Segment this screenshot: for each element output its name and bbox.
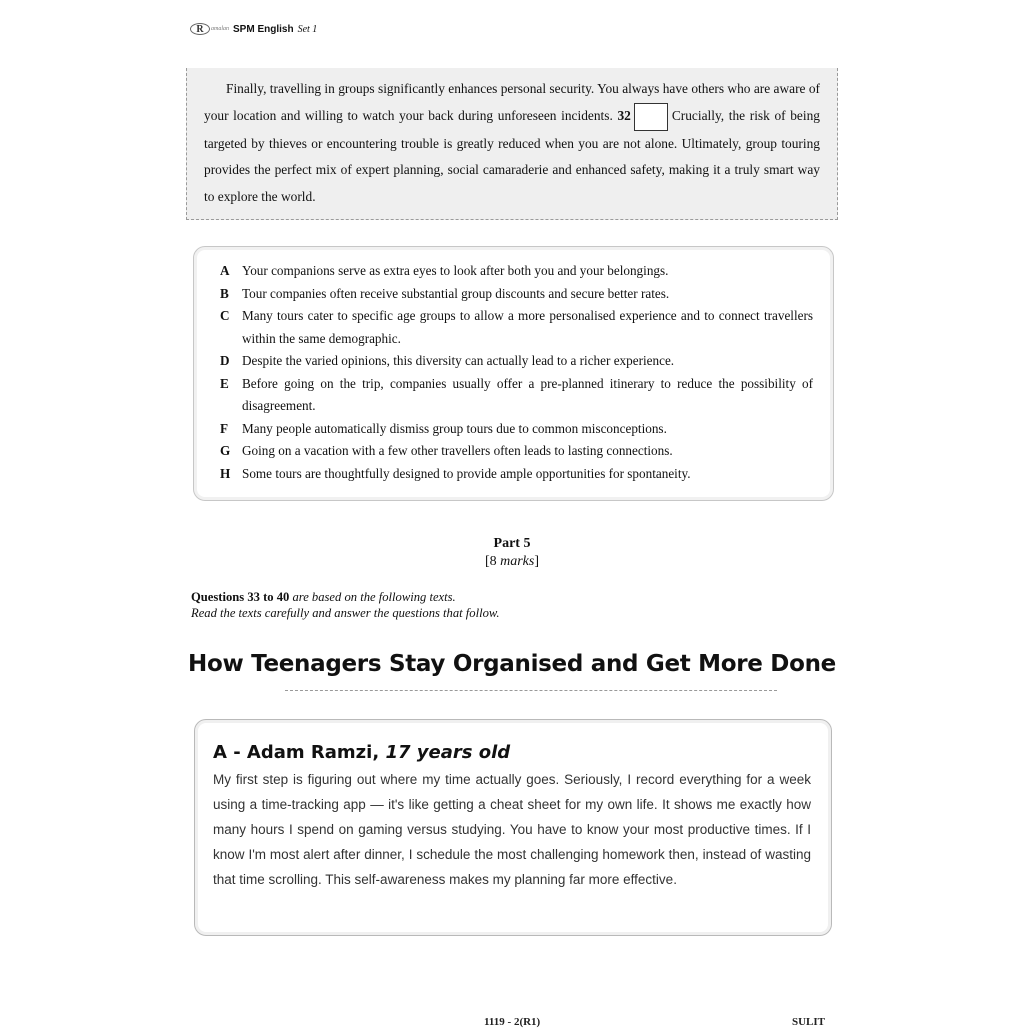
option-letter: A	[220, 263, 230, 278]
option-letter: D	[220, 353, 230, 368]
marks-close-bracket: ]	[534, 554, 540, 569]
option-text: Many tours cater to specific age groups to allow a more personalised experience and to connect travellers within the same demographic.	[242, 308, 813, 346]
marks-word: marks	[496, 554, 535, 569]
option-letter: B	[220, 285, 229, 301]
option-f	[220, 418, 813, 441]
questions-range: Questions 33 to 40	[191, 590, 290, 604]
question-number: 32	[617, 107, 631, 123]
instruction-rest: are based on the following texts.	[289, 590, 456, 604]
part-title: Part 5	[493, 536, 531, 551]
option-a	[220, 260, 813, 283]
instruction-line-2: Read the texts carefully and answer the questions that follow.	[191, 606, 500, 620]
option-g	[220, 440, 813, 463]
option-c	[220, 305, 813, 350]
option-letter: E	[220, 375, 229, 391]
option-text: Despite the varied opinions, this diversity can actually lead to a richer experience.	[242, 353, 675, 368]
option-e	[220, 373, 813, 418]
footer-label: SULIT	[792, 1016, 826, 1028]
option-d	[220, 350, 813, 373]
option-h	[220, 463, 813, 486]
text-card-a	[194, 719, 832, 936]
option-letter: H	[220, 465, 231, 481]
section-title: How Teenagers Stay Organised and Get More Done	[188, 651, 836, 677]
passage-text-after: Crucially, the risk of being targeted by thieves or encountering trouble is greatly reduced when you are not alone. Ultimately, group touring provides the perfect mix of expert planning, social camaraderie and enhanced safety, making it a truly smart way to explore the world.	[204, 107, 820, 204]
options-box	[193, 246, 834, 501]
option-letter: G	[220, 443, 231, 458]
marks-open-bracket: [	[484, 554, 490, 569]
passage-paragraph	[204, 76, 820, 210]
footer-code: 1119 - 2(R1)	[484, 1016, 541, 1028]
card-age: 17 years old	[385, 742, 511, 763]
option-text: Before going on the trip, companies usually offer a pre-planned itinerary to reduce the possibility of disagreement.	[242, 375, 813, 413]
option-letter: C	[220, 308, 230, 323]
option-text: Some tours are thoughtfully designed to provide ample opportunities for spontaneity.	[242, 465, 691, 481]
header-set: Set 1	[297, 23, 318, 35]
card-heading	[213, 742, 811, 763]
passage-text-before: Finally, travelling in groups significantly enhances personal security. You always have others who are aware of your location and willing to watch your back during unforeseen incidents.	[204, 81, 820, 123]
card-body: My first step is figuring out where my time actually goes. Seriously, I record everything for a week using a time-tracking app — it's like getting a cheat sheet for my own life. It shows me exactly how many hours I spend on gaming versus studying. You have to know your most productive times. If I know I'm most alert after dinner, I schedule the most challenging homework then, instead of wasting that time scrolling. This self-awareness makes my planning far more effective.	[213, 772, 811, 887]
logo-letter: R	[190, 23, 210, 35]
option-letter: F	[220, 420, 229, 436]
option-text: Many people automatically dismiss group tours due to common misconceptions.	[242, 420, 667, 436]
logo-tag: amalan	[211, 26, 229, 32]
card-name: A - Adam Ramzi,	[213, 742, 380, 763]
answer-box[interactable]	[634, 103, 668, 131]
option-text: Tour companies often receive substantial group discounts and secure better rates.	[242, 285, 670, 301]
publisher-logo	[190, 23, 229, 35]
option-b	[220, 283, 813, 306]
marks-number: 8	[489, 554, 497, 569]
part-marks	[0, 554, 1024, 570]
title-underline	[285, 690, 777, 691]
header-title: SPM English	[233, 23, 294, 35]
option-text: Going on a vacation with a few other travellers often leads to lasting connections.	[242, 443, 673, 458]
page-header	[190, 23, 317, 35]
option-text: Your companions serve as extra eyes to look after both you and your belongings.	[242, 263, 669, 278]
instruction-line-1	[191, 590, 456, 605]
passage-box	[186, 68, 838, 220]
